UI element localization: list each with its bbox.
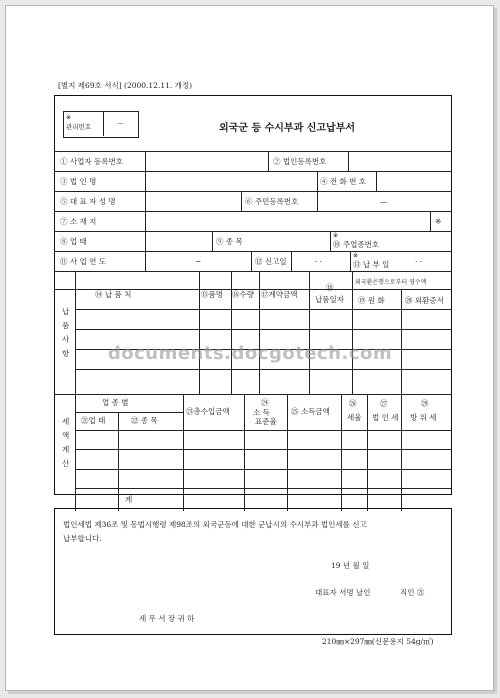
- corp-name-label: ③ 법 인 명: [60, 177, 97, 186]
- fx-header: 외국환은행으로부터 영수액: [355, 279, 427, 286]
- pay-date-label: ⑬ 납 부 일: [353, 260, 390, 269]
- seal-label: 직인 ㉑: [400, 588, 425, 597]
- rate-num: ㉖: [349, 399, 357, 408]
- item-header: ⑮품명: [201, 290, 223, 299]
- tax-side-3: 계: [62, 445, 70, 454]
- std-b: 표준율: [255, 417, 277, 426]
- report-date-dots: · ·: [315, 257, 323, 266]
- mgmt-star: ※: [66, 114, 72, 121]
- rep-signature-label: 대표자 서명 날인: [315, 588, 371, 597]
- form-reference: [별지 제69호 서식] (2000.12.11. 개정): [58, 81, 193, 90]
- resident-no-label: ⑥ 주민등록번호: [245, 197, 299, 206]
- pay-date-dots: · ·: [415, 257, 423, 266]
- qty-header: ⑯수량: [232, 290, 254, 299]
- defense-header: 방 위 세: [410, 413, 437, 422]
- tax-item-header: ㉒ 종 목: [131, 416, 158, 425]
- year-label: ⑪ 사 업 연 도: [60, 257, 107, 266]
- watermark: documents.docgotech.com: [107, 343, 393, 364]
- report-date-label: ⑫ 신고일: [255, 257, 287, 266]
- tax-side-4: 산: [62, 459, 70, 468]
- supply-side-4: 항: [62, 349, 70, 358]
- resident-no-dash: —: [380, 197, 388, 206]
- declaration-date: 19 년 월 일: [331, 561, 370, 570]
- won-header: ⑲ 원 화: [358, 296, 385, 305]
- contract-header: ⑰계약금액: [261, 290, 298, 299]
- fx-cert-header: ⑳ 외환증서: [405, 296, 444, 305]
- std-num: ㉔: [261, 398, 269, 407]
- main-code-star: ※: [333, 232, 339, 239]
- mgmt-label: 관리번호: [66, 123, 92, 131]
- pay-date-star: ※: [353, 252, 359, 259]
- phone-label: ④ 전 화 번 호: [320, 177, 367, 186]
- main-code-label: ⑩ 주업종번호: [333, 240, 380, 249]
- tax-form: [54, 95, 452, 504]
- form-title: 외국군 등 수시부과 신고납부서: [219, 123, 356, 134]
- declaration-box: [54, 508, 452, 635]
- mgmt-value: —: [117, 119, 124, 127]
- biz-header: ㉑업 태: [81, 416, 106, 425]
- supply-side-2: 품: [62, 321, 70, 330]
- year-dash: ~: [195, 257, 202, 266]
- paper-spec: 210㎜×297㎜(신문용지 54g/㎡): [322, 637, 434, 646]
- rep-name-label: ⑤ 대 표 자 성 명: [60, 197, 116, 206]
- supply-side-1: 납: [62, 307, 70, 316]
- declaration-text-1: 법인세법 제36조 및 동법시행령 제98조의 외국군등에 대한 군납시의 수시부과 법인세를 신고: [63, 520, 367, 529]
- supplier-header: ⑭ 납 품 처: [95, 290, 132, 299]
- total-label: 계: [125, 495, 133, 504]
- business-label: ⑧ 업 태: [60, 237, 87, 246]
- biz-reg-no-label: ① 사업자 등록번호: [60, 157, 123, 166]
- supply-side-3: 사: [62, 335, 70, 344]
- addressee: 세 무 서 장 귀 하: [139, 614, 195, 623]
- item-label: ⑨ 종 목: [216, 237, 243, 246]
- date-header: 납품일자: [315, 295, 344, 304]
- address-star: ※: [435, 217, 442, 226]
- tax-side-2: 액: [62, 431, 70, 440]
- defense-num: ㉘: [421, 399, 429, 408]
- corp-tax-header: 법 인 세: [372, 413, 399, 422]
- income-header: ㉕ 소득금액: [291, 407, 330, 416]
- address-label: ⑦ 소 재 지: [60, 217, 97, 226]
- corp-tax-num: ㉗: [380, 399, 388, 408]
- total-income-header: ㉓총수입금액: [186, 407, 230, 416]
- corp-reg-no-label: ② 법인등록번호: [273, 157, 327, 166]
- tax-side-1: 세: [62, 417, 70, 426]
- business-type-header: 업 종 별: [102, 398, 129, 407]
- declaration-text-2: 납부합니다.: [63, 534, 102, 543]
- rate-header: 세율: [347, 413, 362, 422]
- date-num: ⑱: [326, 283, 334, 292]
- std-a: 소 득: [253, 408, 270, 417]
